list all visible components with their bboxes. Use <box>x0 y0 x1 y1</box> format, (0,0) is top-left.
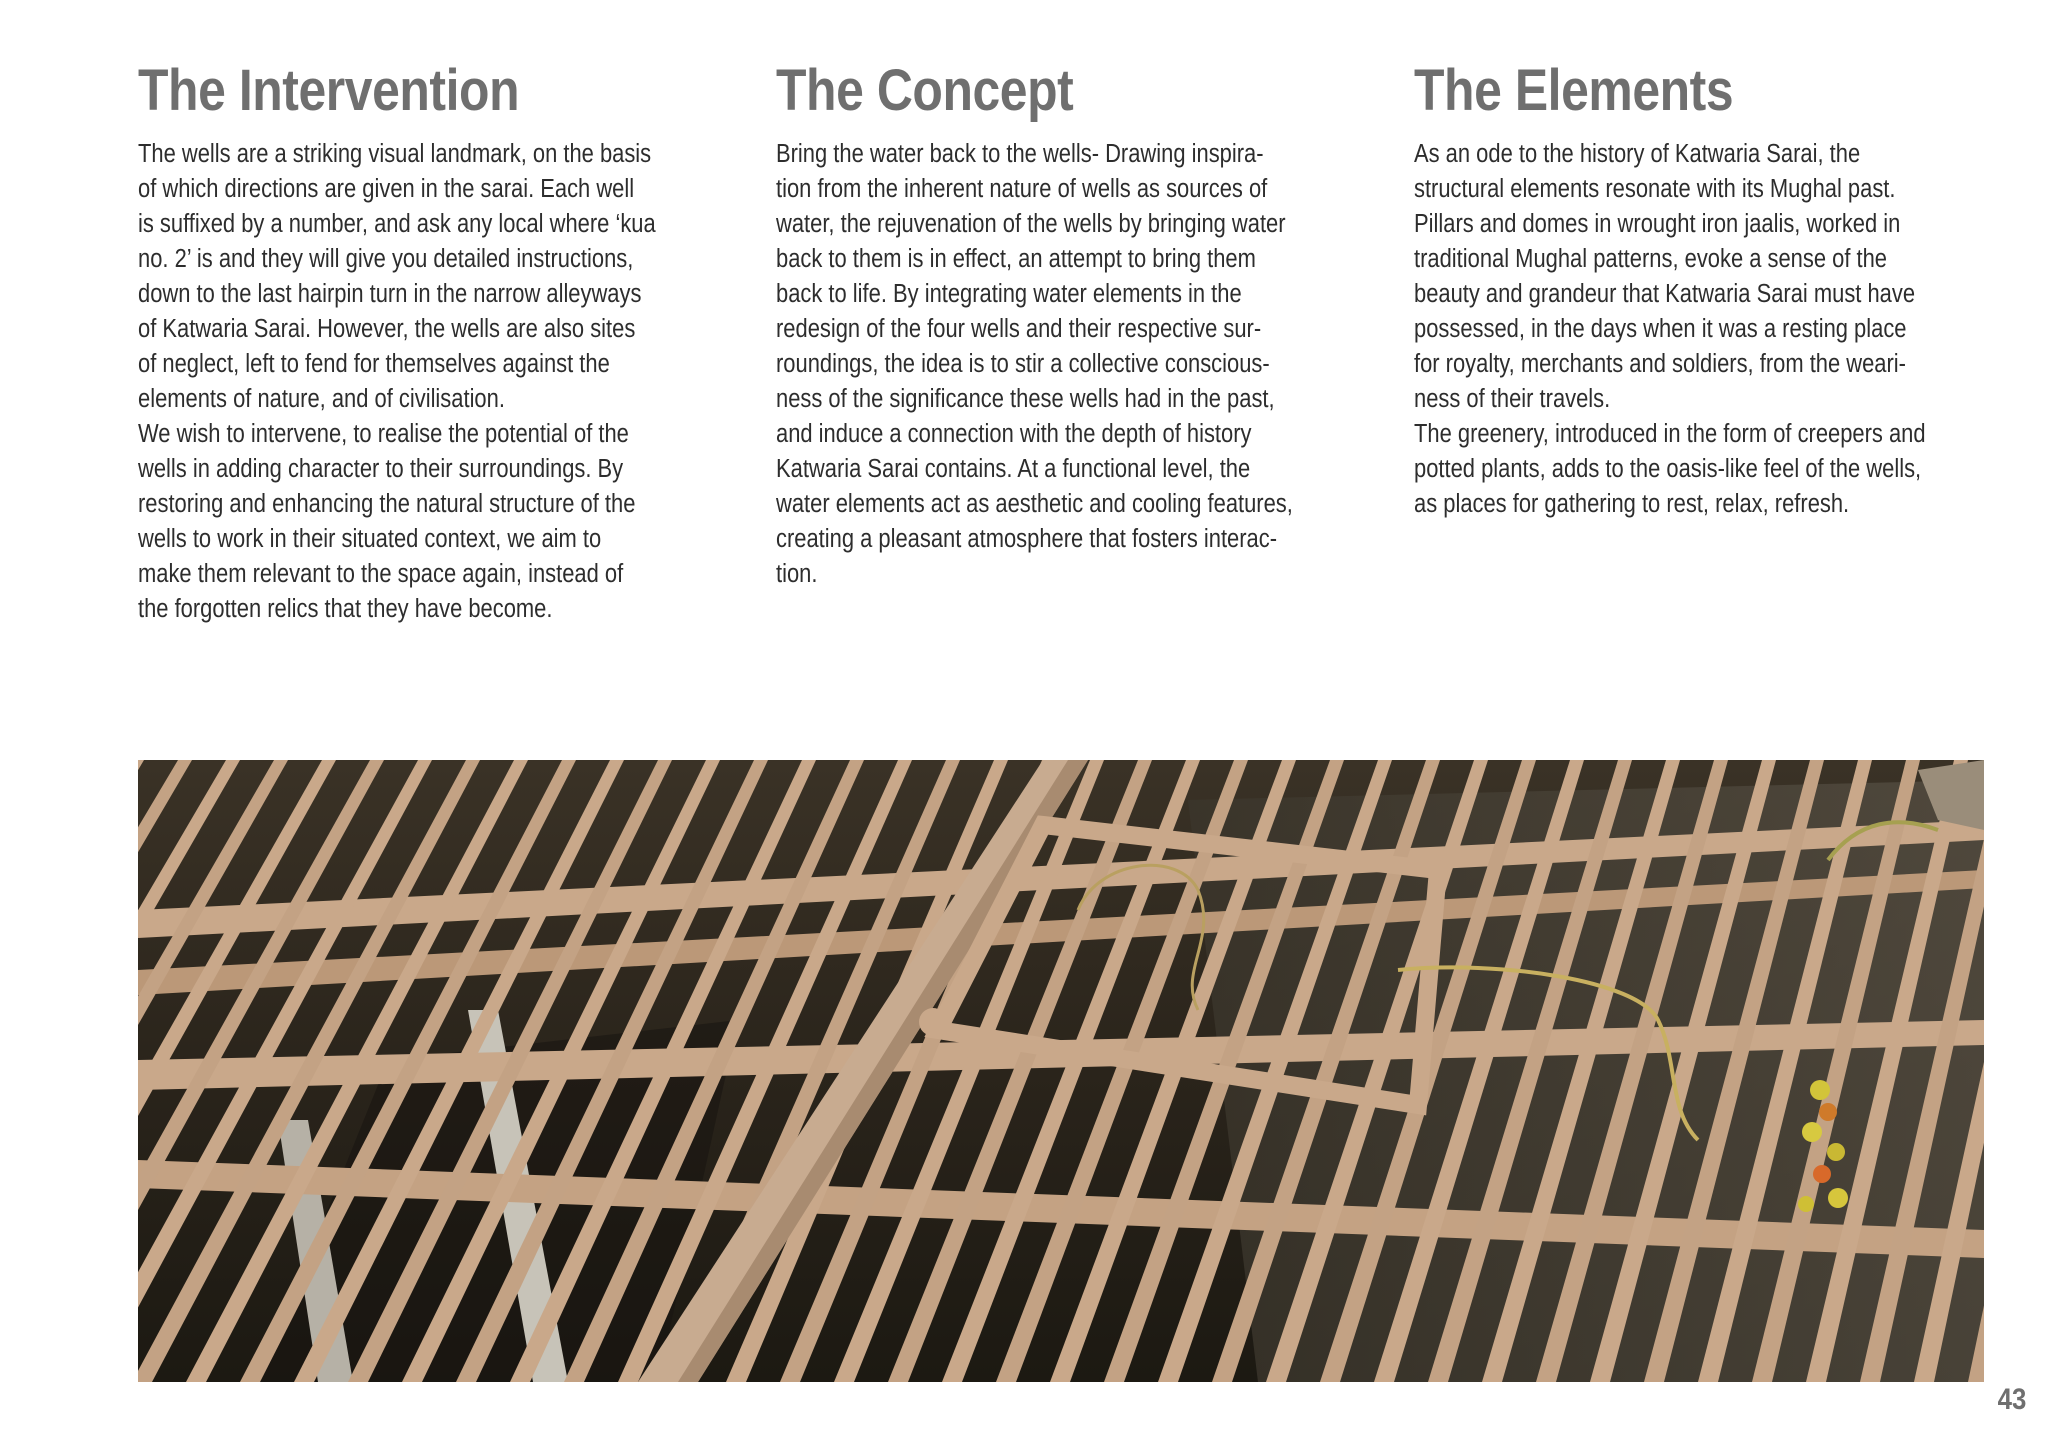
text-line: possessed, in the days when it was a resting place <box>1414 315 1907 343</box>
marigold-flower <box>1813 1165 1831 1183</box>
text-line: of which directions are given in the sarai. Each well <box>138 175 635 203</box>
heading-elements: The Elements <box>1414 58 1734 123</box>
text-line: down to the last hairpin turn in the narrow alleyways <box>138 280 642 308</box>
marigold-flower <box>1819 1103 1837 1121</box>
text-line: redesign of the four wells and their respective sur- <box>776 315 1262 343</box>
page-number: 43 <box>1997 1383 2026 1416</box>
column-intervention <box>138 55 738 623</box>
text-line: wells in adding character to their surroundings. By <box>138 455 624 483</box>
text-line: back to them is in effect, an attempt to bring them <box>776 245 1256 273</box>
text-line: potted plants, adds to the oasis-like feel of the wells, <box>1414 455 1922 483</box>
text-line: water elements act as aesthetic and cooling features, <box>776 490 1293 518</box>
column-concept <box>776 55 1376 588</box>
text-intervention <box>138 137 656 627</box>
text-line: traditional Mughal patterns, evoke a sense of the <box>1414 245 1888 273</box>
text-line: make them relevant to the space again, instead of <box>138 560 624 588</box>
text-concept <box>776 137 1293 592</box>
text-line: the forgotten relics that they have become. <box>138 595 553 623</box>
text-line: ness of their travels. <box>1414 385 1611 413</box>
text-line: tion. <box>776 560 818 588</box>
text-line: back to life. By integrating water elements in the <box>776 280 1242 308</box>
text-line: water, the rejuvenation of the wells by bringing water <box>776 210 1286 238</box>
heading-concept: The Concept <box>776 58 1074 123</box>
well-grating-photo <box>138 760 1984 1382</box>
text-line: beauty and grandeur that Katwaria Sarai must have <box>1414 280 1916 308</box>
text-line: Pillars and domes in wrought iron jaalis, worked in <box>1414 210 1901 238</box>
text-line: structural elements resonate with its Mughal past. <box>1414 175 1896 203</box>
marigold-flower <box>1828 1188 1848 1208</box>
well-grating-illustration <box>138 760 1984 1382</box>
text-line: wells to work in their situated context, we aim to <box>138 525 602 553</box>
text-line: of neglect, left to fend for themselves against the <box>138 350 610 378</box>
text-line: The greenery, introduced in the form of creepers and <box>1414 420 1926 448</box>
text-elements <box>1414 137 1926 522</box>
text-line: is suffixed by a number, and ask any local where ‘kua <box>138 210 656 238</box>
column-elements <box>1414 55 2014 518</box>
text-line: ness of the significance these wells had in the past, <box>776 385 1275 413</box>
heading-intervention: The Intervention <box>138 58 520 123</box>
text-line: elements of nature, and of civilisation. <box>138 385 505 413</box>
text-line: We wish to intervene, to realise the potential of the <box>138 420 629 448</box>
text-line: The wells are a striking visual landmark, on the basis <box>138 140 652 168</box>
marigold-flower <box>1798 1196 1814 1212</box>
text-line: As an ode to the history of Katwaria Sarai, the <box>1414 140 1861 168</box>
text-line: and induce a connection with the depth of history <box>776 420 1252 448</box>
text-line: creating a pleasant atmosphere that fosters interac- <box>776 525 1278 553</box>
text-line: restoring and enhancing the natural structure of the <box>138 490 636 518</box>
text-line: roundings, the idea is to stir a collective conscious- <box>776 350 1270 378</box>
text-line: no. 2’ is and they will give you detailed instructions, <box>138 245 634 273</box>
text-line: of Katwaria Sarai. However, the wells are also sites <box>138 315 636 343</box>
hatch-hinge <box>919 1008 947 1036</box>
marigold-flower <box>1802 1122 1822 1142</box>
text-line: tion from the inherent nature of wells as sources of <box>776 175 1268 203</box>
marigold-flower <box>1810 1080 1830 1100</box>
text-line: for royalty, merchants and soldiers, from the weari- <box>1414 350 1906 378</box>
marigold-flower <box>1827 1143 1845 1161</box>
text-line: Katwaria Sarai contains. At a functional level, the <box>776 455 1251 483</box>
text-line: Bring the water back to the wells- Drawing inspira- <box>776 140 1264 168</box>
text-line: as places for gathering to rest, relax, refresh. <box>1414 490 1850 518</box>
